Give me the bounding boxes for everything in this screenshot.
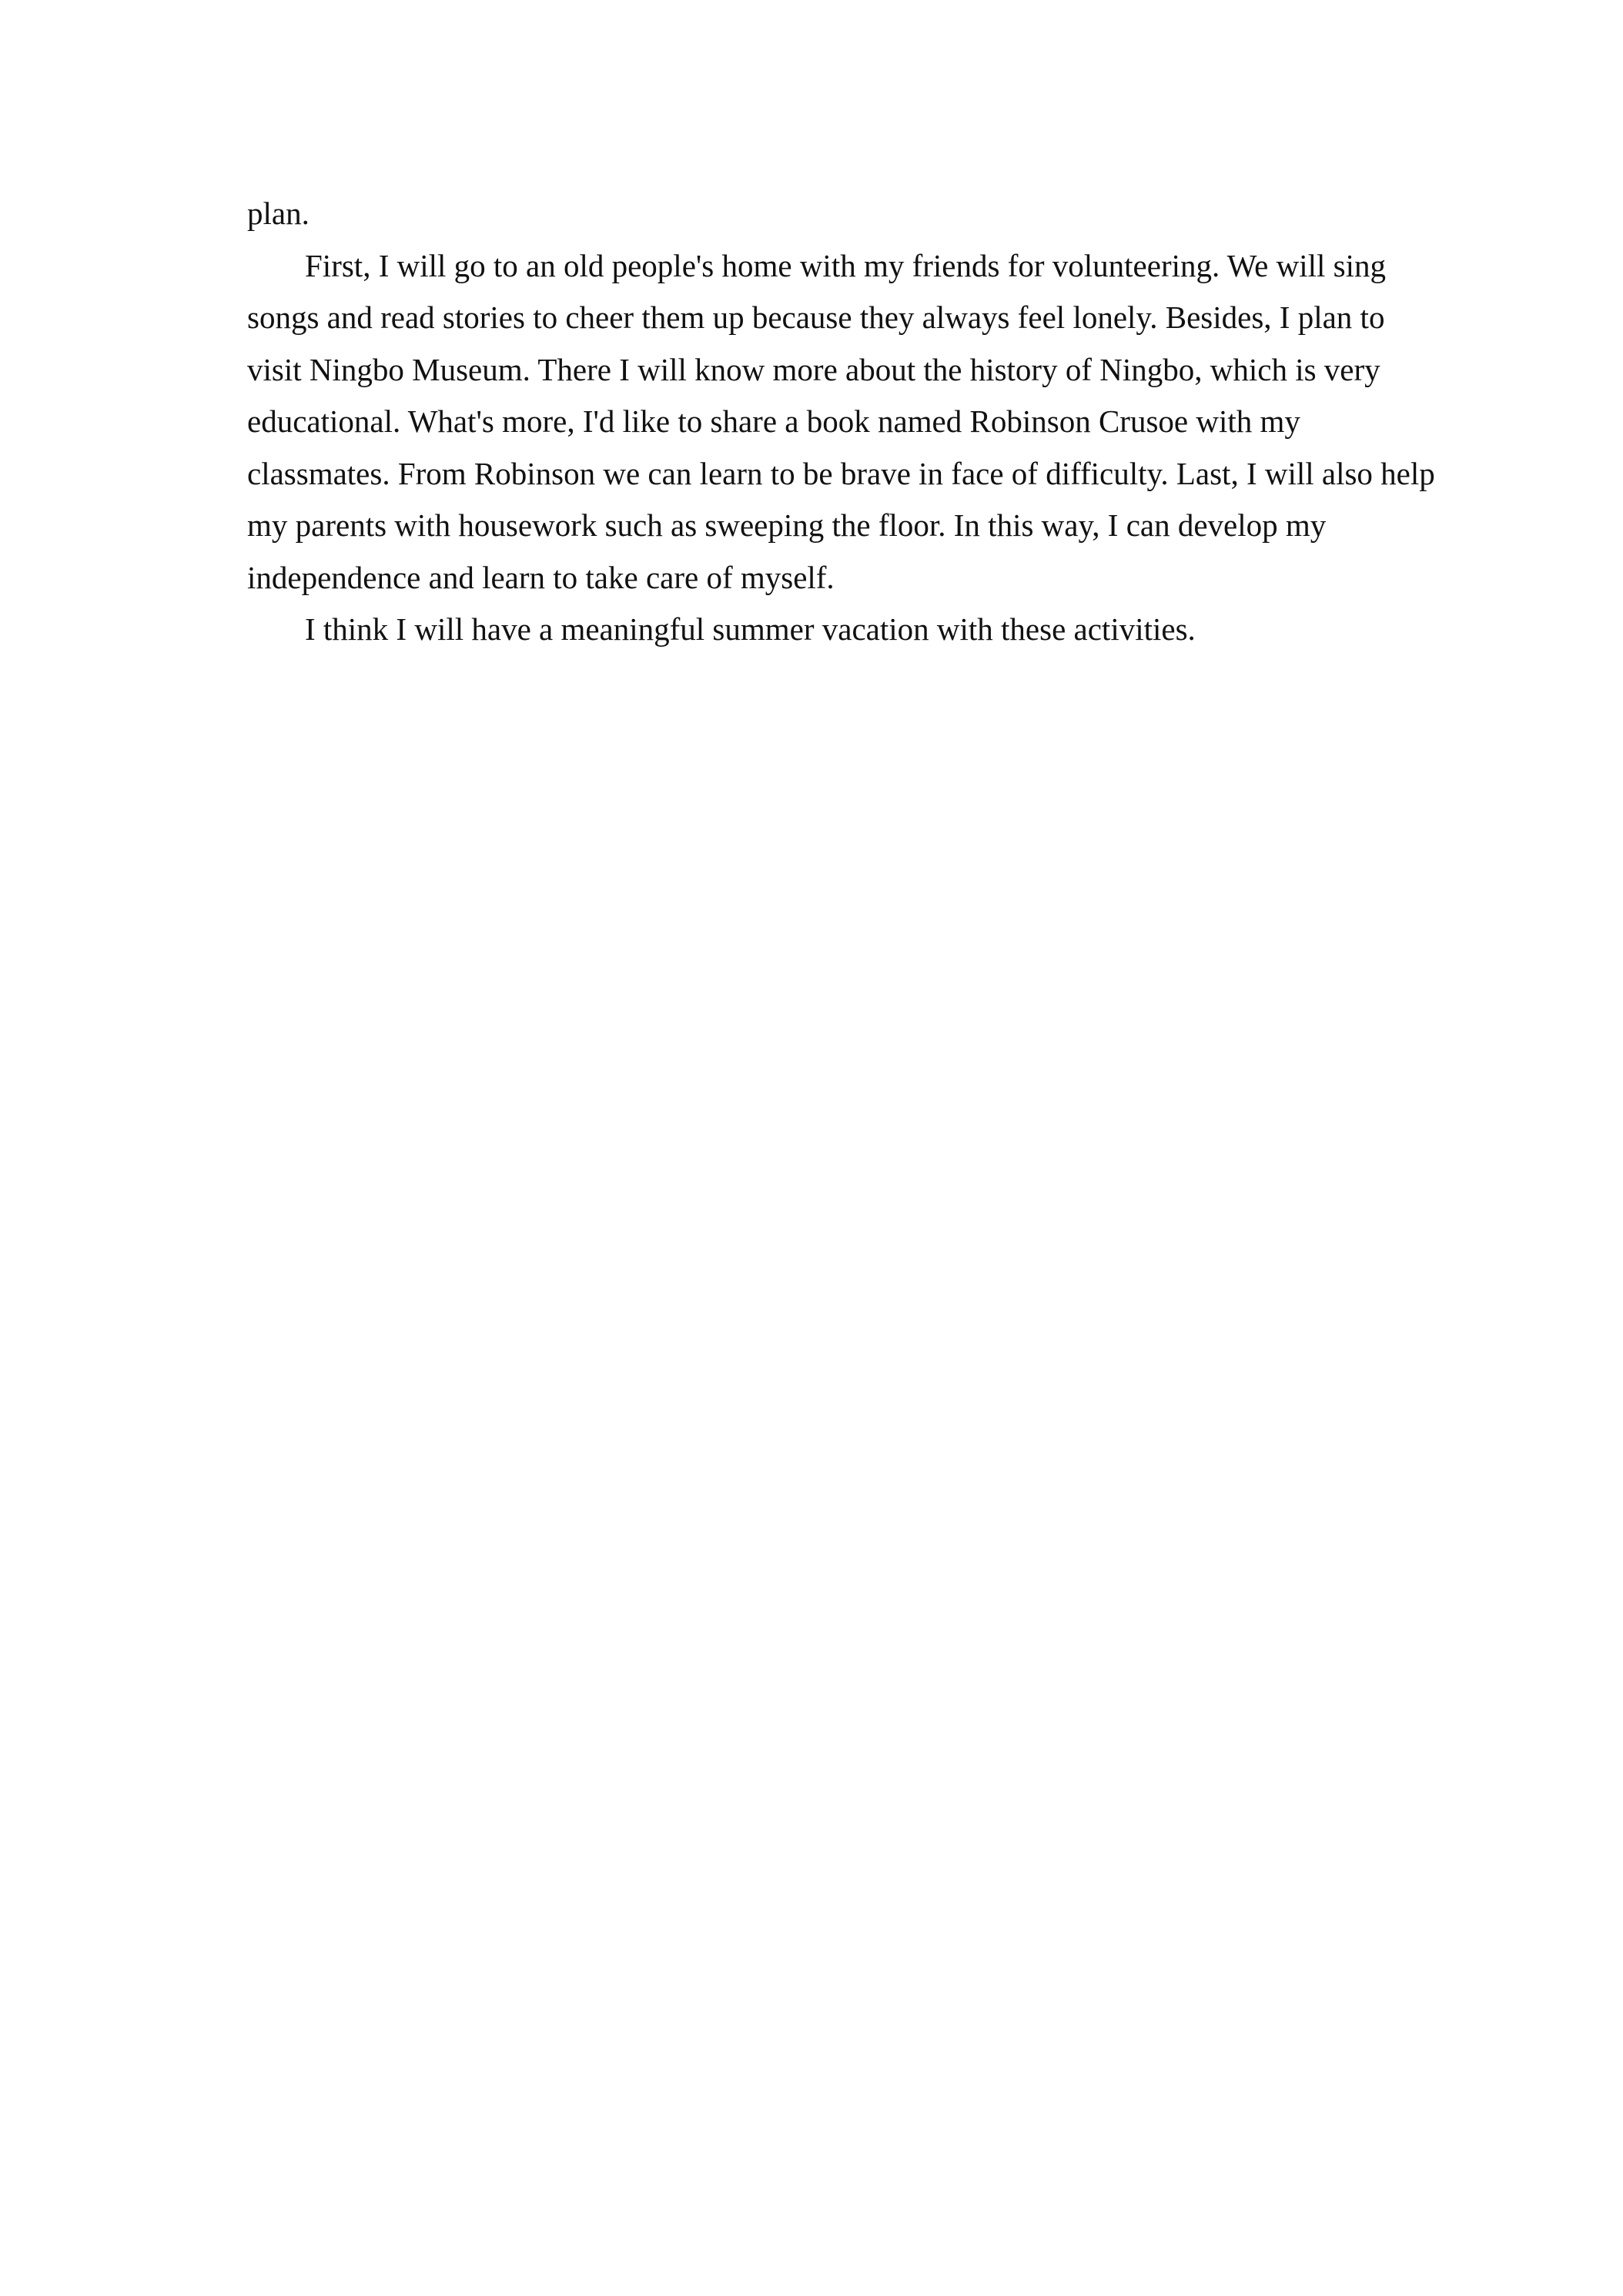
- text-line: plan.: [247, 196, 310, 231]
- body-text: [247, 188, 1435, 656]
- text-line: my parents with housework such as sweeping the floor. In this way, I can develop my: [247, 507, 1327, 543]
- text-line: classmates. From Robinson we can learn to be brave in face of difficulty. Last, I will also help: [247, 455, 1435, 491]
- text-line: visit Ningbo Museum. There I will know more about the history of Ningbo, which is very: [247, 351, 1380, 387]
- text-line: songs and read stories to cheer them up because they always feel lonely. Besides, I plan to: [247, 300, 1385, 335]
- paragraph-first-line: First, I will go to an old people's home with my friends for volunteering. We will sing: [305, 247, 1386, 283]
- paragraph-first-line: I think I will have a meaningful summer vacation with these activities.: [305, 611, 1196, 647]
- text-line: educational. What's more, I'd like to share a book named Robinson Crusoe with my: [247, 403, 1300, 439]
- text-line: independence and learn to take care of myself.: [247, 559, 835, 595]
